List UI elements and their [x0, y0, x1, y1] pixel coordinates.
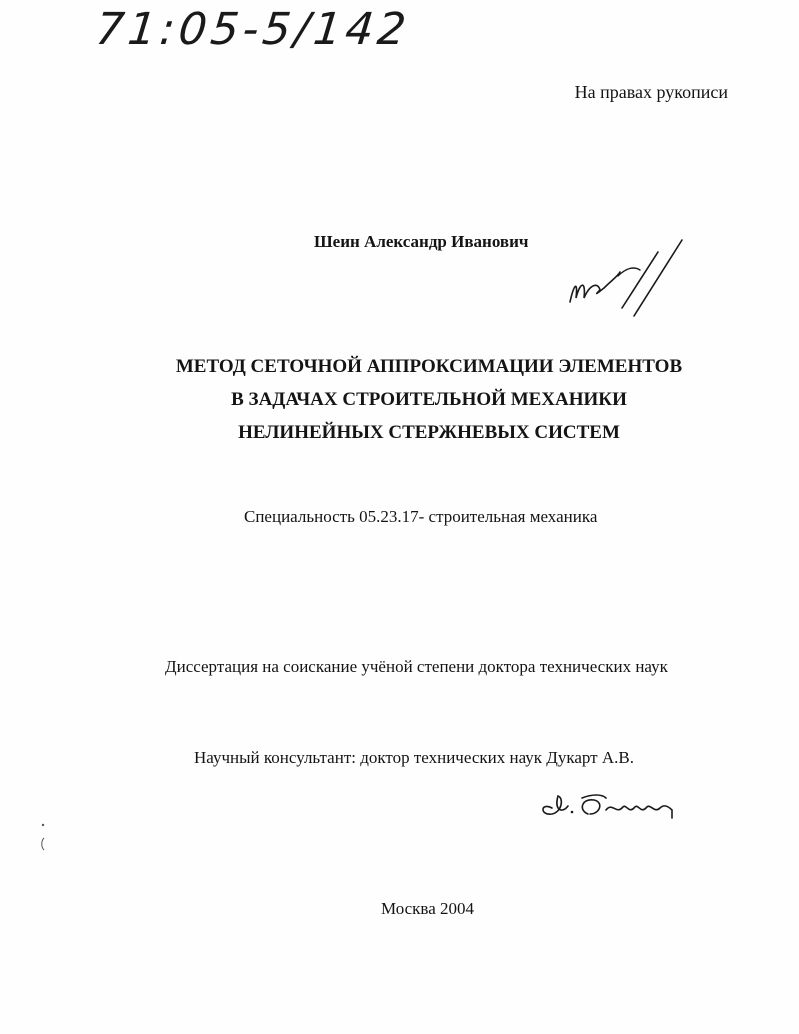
specialty: Специальность 05.23.17- строительная механика: [244, 507, 598, 526]
consultant-signature: [532, 780, 682, 830]
degree-statement: Диссертация на соискание учёной степени доктора технических наук: [165, 657, 668, 676]
city-and-year: Москва 2004: [381, 899, 475, 918]
dissertation-title: [0, 350, 799, 449]
author-name: Шеин Александр Иванович: [314, 232, 529, 251]
title-line-1: МЕТОД СЕТОЧНОЙ АППРОКСИМАЦИИ ЭЛЕМЕНТОВ: [175, 356, 683, 377]
archive-number-handwritten: 71:05-5/142: [93, 4, 413, 55]
author-signature: [560, 232, 690, 322]
rights-notice: На правах рукописи: [574, 82, 728, 102]
title-line-3: НЕЛИНЕЙНЫХ СТЕРЖНЕВЫХ СИСТЕМ: [238, 422, 620, 443]
margin-mark: [38, 822, 48, 852]
title-line-2: В ЗАДАЧАХ СТРОИТЕЛЬНОЙ МЕХАНИКИ: [231, 389, 627, 410]
scientific-consultant: Научный консультант: доктор технических наук Дукарт А.В.: [194, 748, 634, 767]
